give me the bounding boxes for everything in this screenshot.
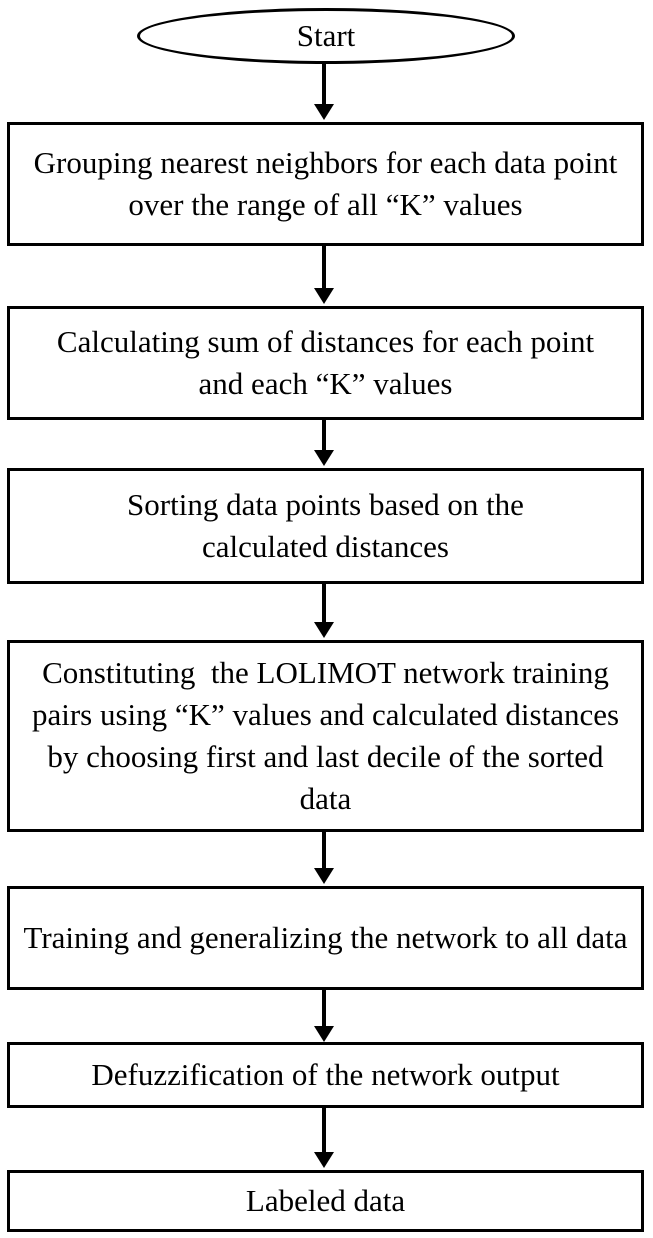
step-1-grouping-neighbors [7,122,644,246]
start-label: Start [296,18,356,53]
step-6-defuzzification [7,1042,644,1108]
step-7-label: Labeled data [245,1183,406,1218]
step-5-label: Training and generalizing the network to all data [23,920,628,955]
step-6-label: Defuzzification of the network output [91,1057,560,1092]
arrow-step-4-to-step-5 [314,832,334,884]
step-2-sum-of-distances [7,306,644,420]
start-node [137,8,515,64]
arrow-start-to-step-1 [314,64,334,120]
step-3-sorting-data-points [7,468,644,584]
arrow-step-1-to-step-2 [314,246,334,304]
step-2-label: Calculating sum of distances for each point and each “K” values [56,324,595,401]
step-1-label: Grouping nearest neighbors for each data point over the range of all “K” values [33,145,618,222]
step-4-constituting-training-pairs [7,640,644,832]
step-5-training-generalizing [7,886,644,990]
step-4-label: Constituting the LOLIMOT network training pairs using “K” values and calculated distances by choosing first and last decile of the sorted data [31,655,627,816]
arrow-step-6-to-step-7 [314,1108,334,1168]
step-3-label: Sorting data points based on the calculated distances [127,487,524,564]
arrow-step-5-to-step-6 [314,990,334,1042]
arrow-step-3-to-step-4 [314,584,334,638]
arrow-step-2-to-step-3 [314,420,334,466]
step-7-labeled-data [7,1170,644,1232]
